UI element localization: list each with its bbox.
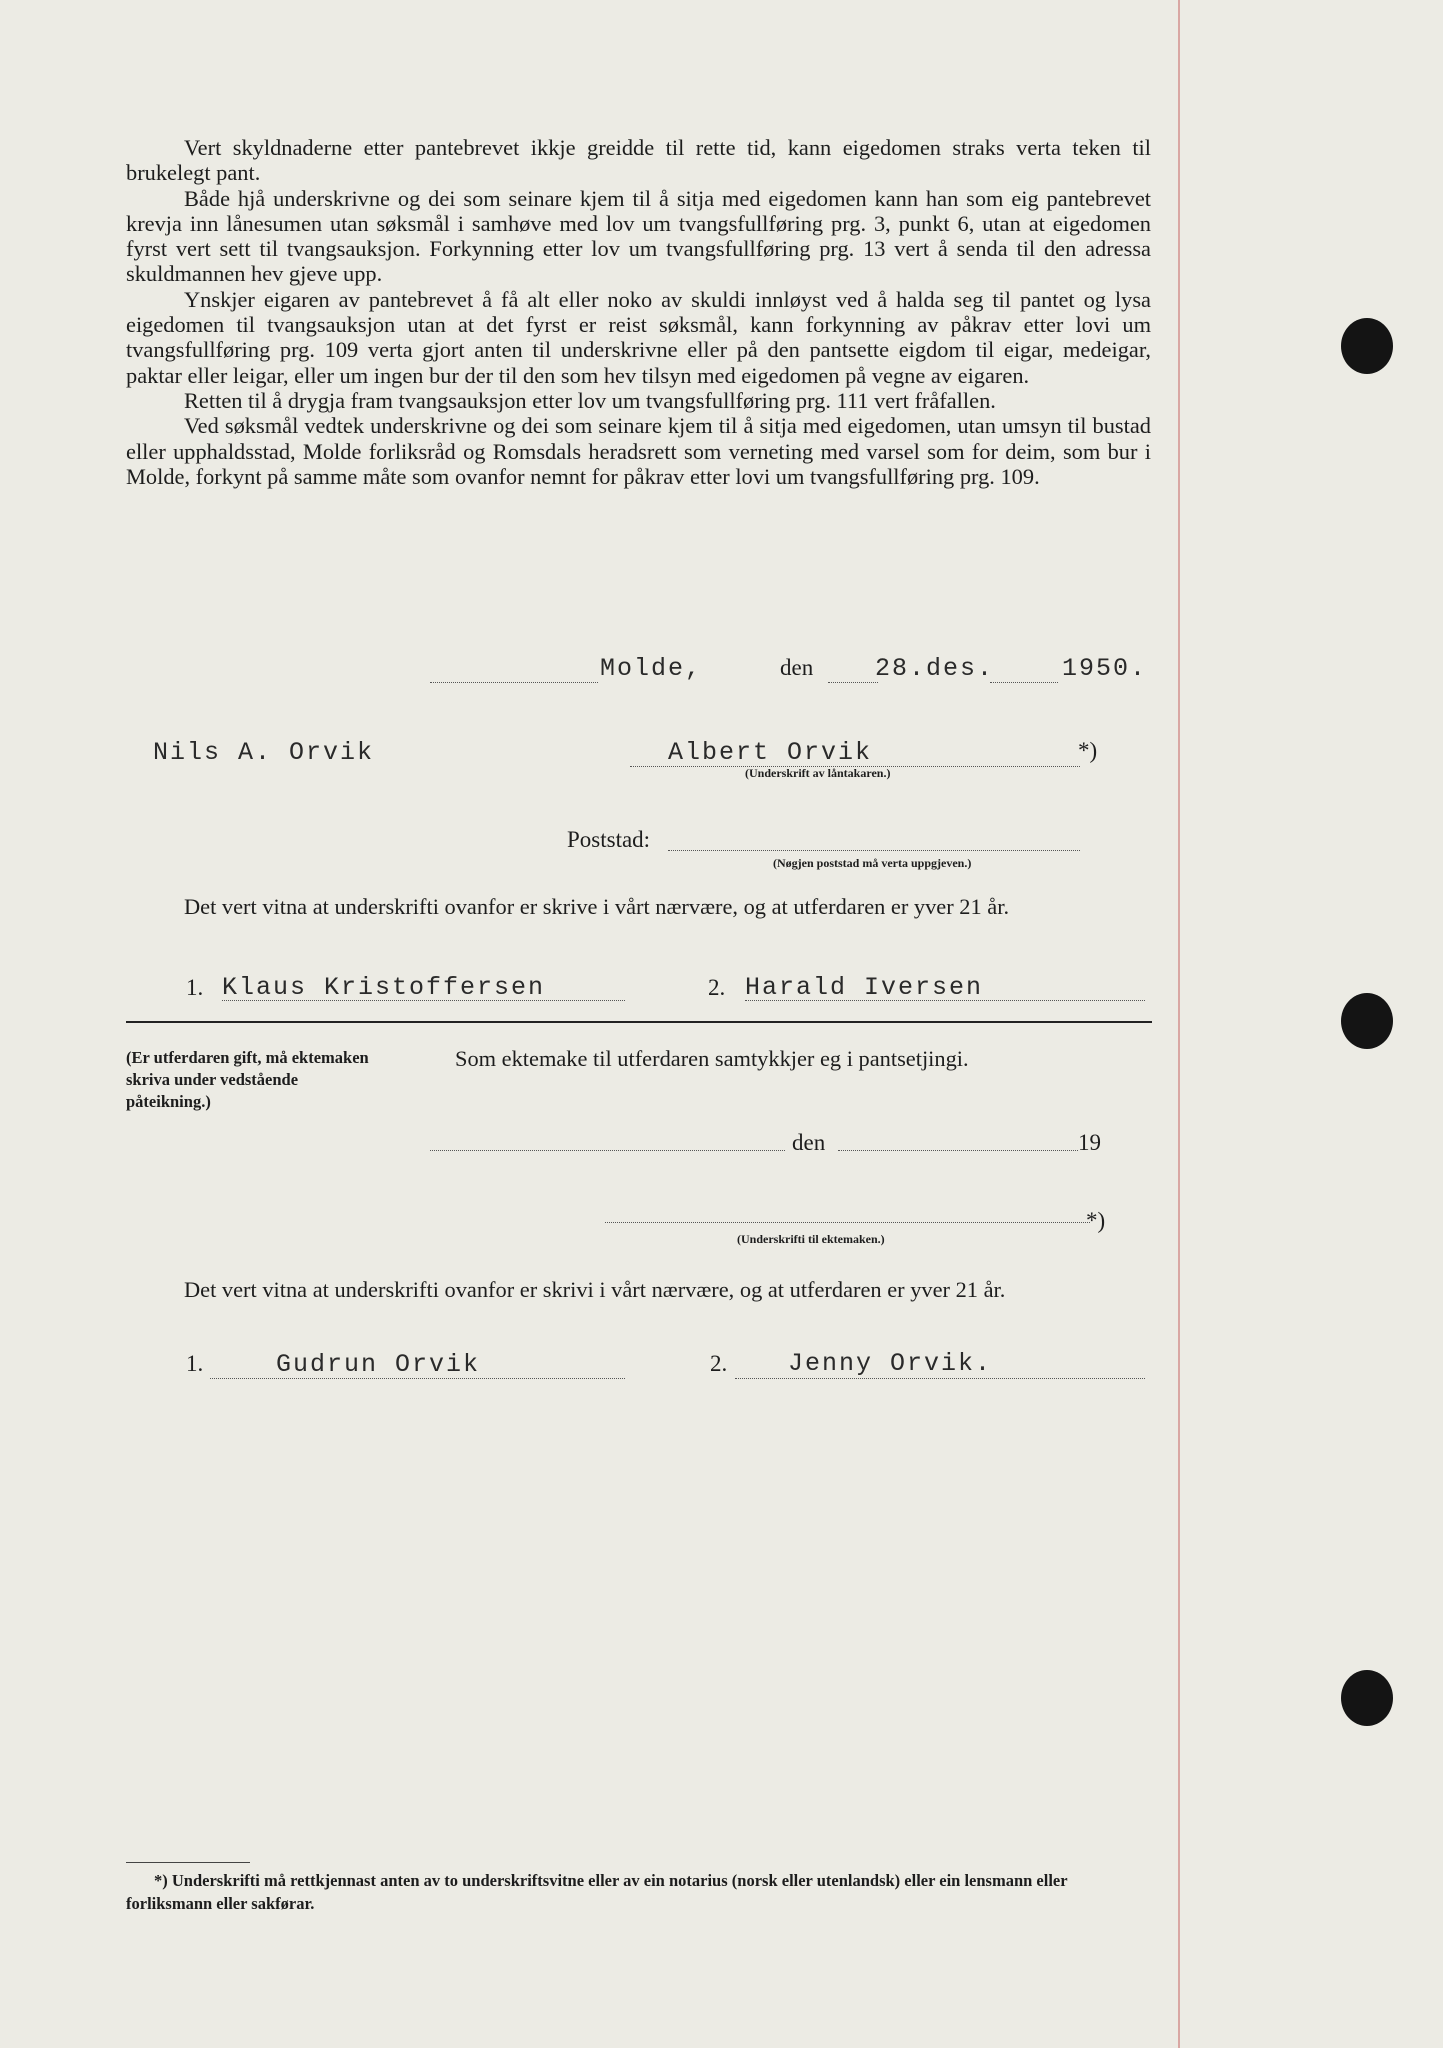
borrower-signature: Albert Orvik [668, 738, 873, 767]
spouse-consent: Som ektemake til utferdaren samtykkjer eg i pantsetjingi. [455, 1046, 969, 1071]
signature-line [735, 1378, 1145, 1379]
den-label: den [780, 655, 814, 680]
asterisk-mark: *) [1086, 1208, 1106, 1233]
place-value: Molde, [600, 654, 703, 683]
witness-number: 2. [708, 975, 726, 1000]
footnote-rule [126, 1862, 250, 1863]
footnote: *) Underskrifti må rettkjennast anten av to underskriftsvitne eller av ein notarius (norsk eller utenlandsk) eller ein lensmann eller forliksmann eller sakførar. [126, 1871, 1068, 1913]
punch-hole-icon [1341, 993, 1393, 1049]
signature-line [222, 1000, 625, 1001]
poststad-field [668, 850, 1080, 851]
signature-line [745, 1000, 1145, 1001]
section-divider [126, 1021, 1152, 1023]
date-value: 28.des. [875, 654, 995, 683]
punch-hole-icon [1341, 318, 1393, 374]
year-prefix: 19 [1078, 1130, 1101, 1155]
borrower-caption: (Underskrift av låntakaren.) [745, 766, 891, 780]
spouse-signature-line [605, 1222, 1090, 1223]
dotted-line [430, 682, 598, 683]
witness-number: 1. [186, 1351, 204, 1376]
year-value: 1950. [1062, 654, 1148, 683]
dotted-line [430, 1150, 785, 1151]
witness-signature: Jenny Orvik. [788, 1349, 993, 1378]
paragraph: Ved søksmål vedtek underskrivne og dei som seinare kjem til å sitja med eigedomen, utan umsyn til bustad eller upphaldsstad, Molde forliksråd og Romsdals heradsrett som verneting med varsel som for deim, som bur i Molde, forkynt på samme måte som ovanfor nemnt for påkrav etter lovi um tvangsfullføring prg. 109. [126, 413, 1151, 489]
red-margin-line [1178, 0, 1180, 2048]
dotted-line [990, 682, 1058, 683]
witness-number: 2. [710, 1351, 728, 1376]
asterisk-mark: *) [1078, 738, 1098, 763]
spouse-caption: (Underskrifti til ektemaken.) [737, 1232, 885, 1246]
dotted-line [828, 682, 878, 683]
dotted-line [838, 1150, 1078, 1151]
witness-name: Nils A. Orvik [153, 738, 375, 767]
witness-number: 1. [186, 975, 204, 1000]
punch-hole-icon [1341, 1670, 1393, 1726]
witness-signature: Harald Iversen [745, 973, 984, 1002]
witness-signature: Gudrun Orvik [276, 1350, 481, 1379]
witness-signature: Klaus Kristoffersen [222, 973, 546, 1002]
spouse-note: (Er utferdaren gift, må ektemaken skriva under vedstående påteikning.) [126, 1048, 369, 1111]
paragraph: Vert skyldnaderne etter pantebrevet ikkje greidde til rette tid, kann eigedomen straks verta teken til brukelegt pant. [126, 135, 1151, 186]
poststad-caption: (Nøgjen poststad må verta uppgjeven.) [773, 856, 972, 870]
poststad-label: Poststad: [567, 827, 651, 852]
terms-text [126, 135, 1151, 489]
paragraph: Ynskjer eigaren av pantebrevet å få alt eller noko av skuldi innløyst ved å halda seg til pantet og lysa eigedomen til tvangsauksjon utan at det fyrst er reist søksmål, kann forkynning av påkrav etter lovi um tvangsfullføring prg. 109 verta gjort anten til underskrivne eller på den pantsette eigdom til eigar, medeigar, paktar eller leigar, eller um ingen bur der til den som hev tilsyn med eigedomen på vegne av eigaren. [126, 286, 1151, 388]
paragraph: Både hjå underskrivne og dei som seinare kjem til å sitja med eigedomen kann han som eig pantebrevet krevja inn lånesumen utan søksmål i samhøve med lov um tvangsfullføring prg. 3, punkt 6, utan at eigedomen fyrst vert sett til tvangsauksjon. Forkynning etter lov um tvangsfullføring prg. 13 vert å senda til den adressa skuldmannen hev gjeve upp. [126, 185, 1151, 287]
attestation-text: Det vert vitna at underskrifti ovanfor er skrive i vårt nærvære, og at utferdaren er yver 21 år. [184, 894, 1010, 919]
den-label: den [792, 1130, 826, 1155]
paragraph: Retten til å drygja fram tvangsauksjon etter lov um tvangsfullføring prg. 111 vert fråfallen. [184, 387, 996, 413]
attestation-text: Det vert vitna at underskrifti ovanfor er skrivi i vårt nærvære, og at utferdaren er yver 21 år. [184, 1277, 1006, 1302]
